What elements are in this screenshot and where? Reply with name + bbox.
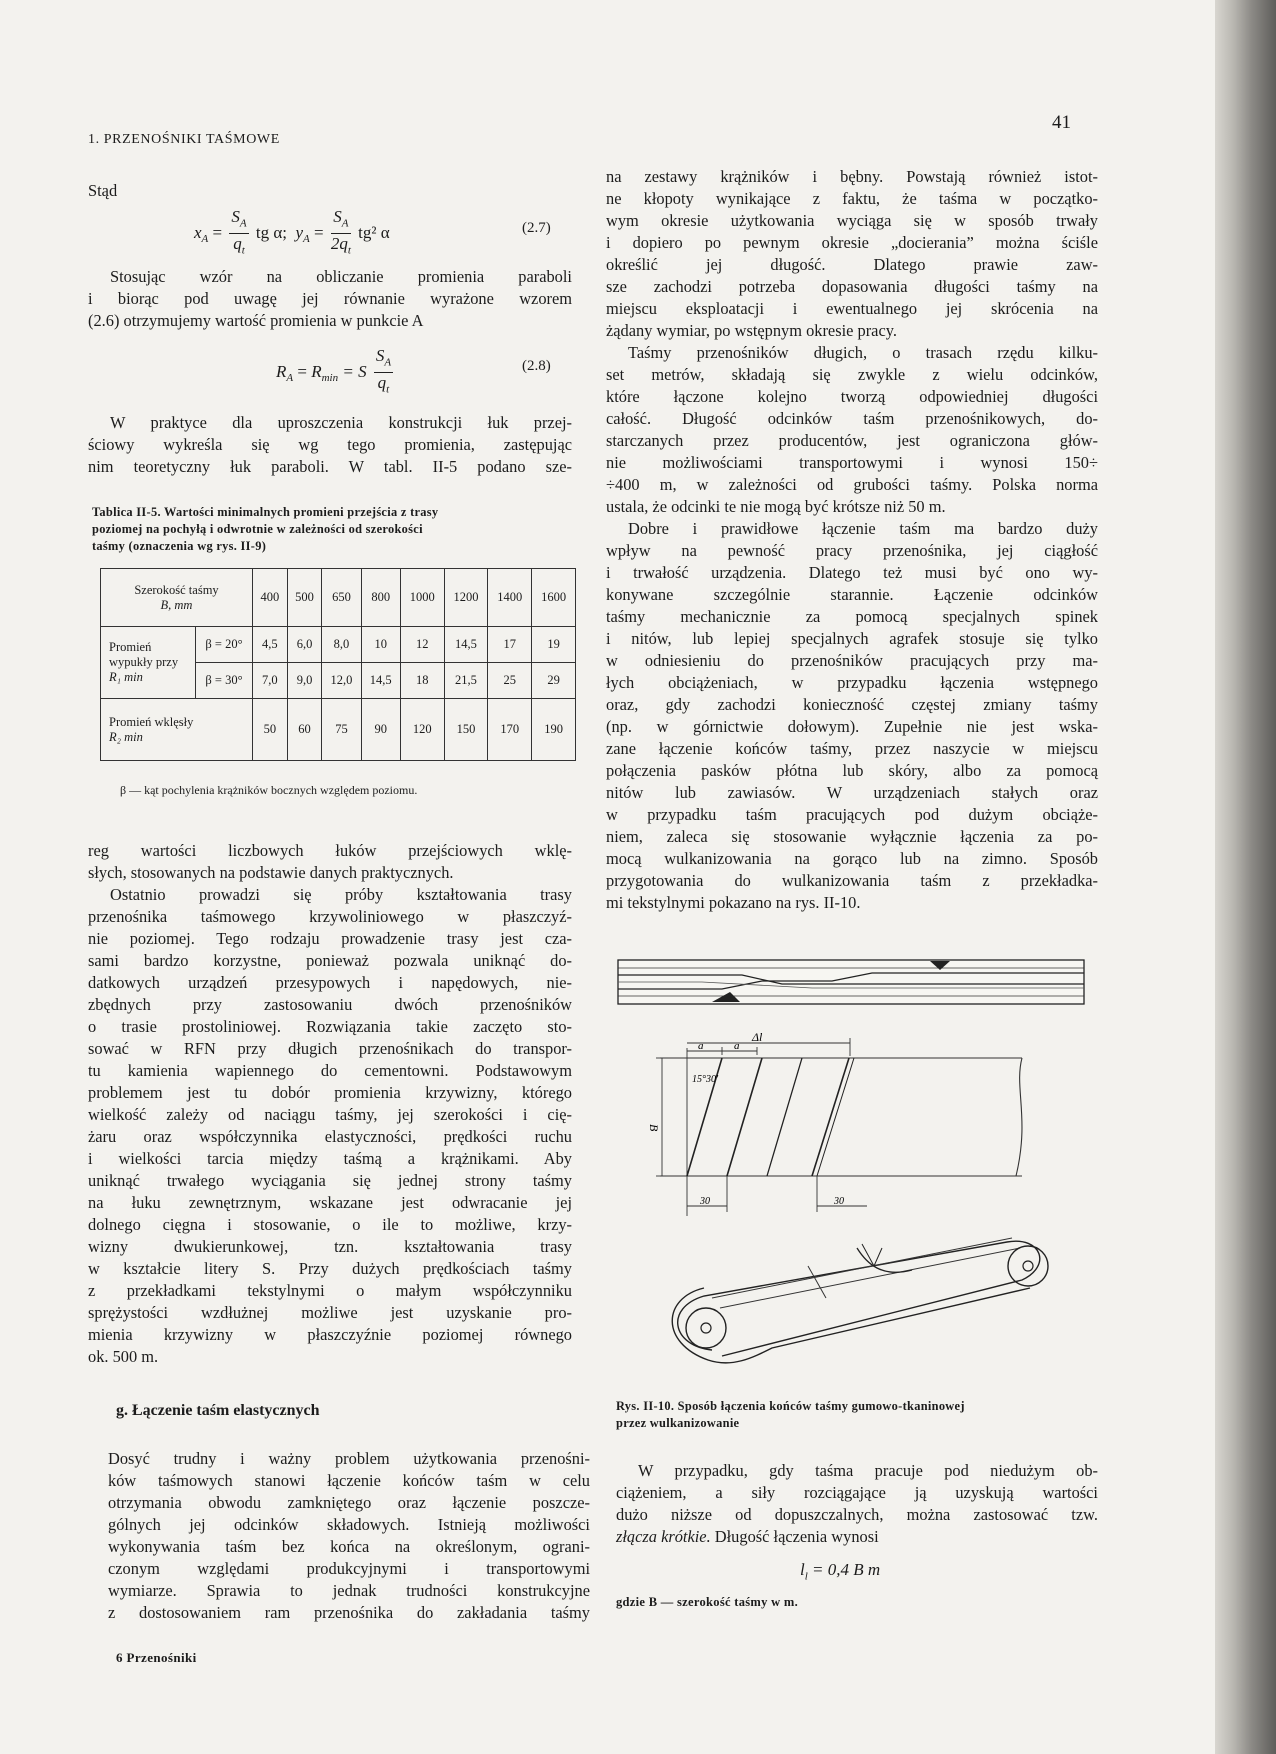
r3-line: taśmy mechanicznie za pomocą specjalnych spinek — [606, 607, 1098, 626]
eq27-xa-sub: A — [201, 233, 209, 246]
value-cell: 19 — [532, 627, 576, 663]
r3-line: łych obciążeniach, w przypadku łączenia wstępnego — [606, 673, 1098, 692]
convex-label-3: R₁ min — [109, 670, 143, 684]
stad-text: Stąd — [88, 181, 118, 200]
l4-line: nie poziomej. Tego rodzaju prowadzenie trasy jest cza- — [88, 929, 572, 948]
r3-line: oraz, gdy zachodzi konieczność częstej zmiany taśmy — [606, 695, 1098, 714]
l4-line: tu kamienia wapiennego do cementowni. Podstawowym — [88, 1061, 572, 1080]
concave-label-2: R₂ min — [109, 729, 143, 744]
table-row-concave — [101, 699, 576, 761]
pulley-left-hub — [701, 1323, 711, 1333]
value-cell: 17 — [488, 627, 532, 663]
value-cell: 4,5 — [253, 627, 288, 663]
eq27-number: (2.7) — [522, 220, 551, 236]
value-cell: 60 — [287, 699, 322, 761]
splice-length-equation — [800, 1560, 880, 1582]
convex-label-cell — [101, 627, 196, 699]
book-spine-shadow — [1215, 0, 1276, 1754]
r2-line: set metrów, składają się zwykle z wielu odcinków, — [606, 365, 1098, 384]
l4-line: wizny dwukierunkowej, tzn. kształtowania trasy — [88, 1237, 572, 1256]
table-caption-line: poziomej na pochyłą i odwrotnie w zależności od szerokości — [92, 522, 423, 536]
label-30-left: 30 — [700, 1196, 710, 1207]
page-number: 41 — [1052, 112, 1071, 133]
l4-line: ok. 500 m. — [88, 1347, 159, 1366]
r4-last-rest: Długość łączenia wynosi — [710, 1527, 879, 1546]
r2-line: całość. Długość odcinków taśm przenośnikowych, do- — [606, 409, 1098, 428]
paragraph-l2 — [88, 412, 572, 478]
l4-line: mienia krzywizny w płaszczyźnie poziomej równego — [88, 1325, 572, 1344]
eq28-sa-sub: A — [384, 356, 392, 369]
r3-line: zane łączenie końców taśmy, przez naszycie w miejscu — [606, 739, 1098, 758]
l2-line: ściowy wykreśla się wg tego promienia, zastępując — [88, 435, 572, 454]
r3-line: konywane szczególnie starannie. Łączenie odcinków — [606, 585, 1098, 604]
where-note: gdzie B — szerokość taśmy w m. — [616, 1595, 799, 1609]
pulley-left — [686, 1308, 726, 1348]
pulley-right — [1008, 1246, 1048, 1286]
l2-line: nim teoretyczny łuk paraboli. W tabl. II-5 podano sze- — [88, 457, 572, 476]
paragraph-l5 — [108, 1448, 590, 1624]
l4-line: żaru oraz współczynnika elastyczności, prędkości ruchu — [88, 1127, 572, 1146]
label-delta-l: Δl — [752, 1030, 763, 1044]
figure-caption-line: Rys. II-10. Sposób łączenia końców taśmy gumowo-tkaninowej — [616, 1399, 965, 1413]
label-b: B — [647, 1124, 661, 1132]
l4-line: przenośnika taśmowego krzywoliniowego w płaszczyź- — [88, 907, 572, 926]
l5-line: ków taśmowych stanowi łączenie końców taśm w celu — [108, 1471, 590, 1490]
pulley-right-hub — [1023, 1261, 1033, 1271]
eq-l-sub: l — [804, 1570, 808, 1583]
r2-line: ÷400 m, w zależności od grubości taśmy. Polska norma — [606, 475, 1098, 494]
value-cell: 9,0 — [287, 663, 322, 699]
l1-line: i biorąc pod uwagę jej równanie wyrażone wzorem — [88, 289, 572, 308]
eq27-frac1 — [229, 207, 248, 261]
l4-line: datkowych urządzeń przesypowych i napędowych, nie- — [88, 973, 572, 992]
r3-line: w odniesieniu do przenośników pracujących przy ma- — [606, 651, 1098, 670]
value-cell: 6,0 — [287, 627, 322, 663]
l5-line: wymiarze. Sprawia to jednak trudności konstrukcyjne — [108, 1581, 590, 1600]
eq27-ya: y — [295, 222, 304, 242]
eq27-frac2 — [331, 207, 351, 261]
r1-line: określić jej długość. Dlatego prawie zaw- — [606, 255, 1098, 274]
r3-line: przygotowania do wulkanizowania taśm z przekładka- — [606, 871, 1098, 890]
l5-line: gólnych jej odcinków składowych. Istnieją możliwości — [108, 1515, 590, 1534]
l1-line: Stosując wzór na obliczanie promienia paraboli — [110, 267, 572, 286]
paragraph-r4 — [616, 1460, 1098, 1548]
l3-line: reg wartości liczbowych łuków przejściowych wklę- — [88, 841, 572, 860]
value-cell: 190 — [532, 699, 576, 761]
r4-line: W przypadku, gdy taśma pracuje pod niedużym ob- — [638, 1461, 1098, 1480]
width-cell: 650 — [322, 569, 361, 627]
figure-caption-line: przez wulkanizowanie — [616, 1416, 740, 1430]
r4-line: dużo niższe od dopuszczalnych, można zastosować tzw. — [616, 1505, 1098, 1524]
l5-line: czonym względami produkcyjnymi i transportowymi — [108, 1559, 590, 1578]
label-angle: 15°30' — [692, 1074, 719, 1085]
eq27-xa: x — [194, 222, 202, 242]
stad-word — [88, 180, 572, 202]
concave-label-1: Promień wklęsły — [109, 714, 194, 729]
eq28-number: (2.8) — [522, 358, 551, 374]
value-cell: 50 — [253, 699, 288, 761]
beta-30-cell: β = 30° — [196, 663, 253, 699]
r3-line: niem, zaleca się stosowanie wyłącznie łączenia za po- — [606, 827, 1098, 846]
r1-line: na zestawy krążników i bębny. Powstają również istot- — [606, 167, 1098, 186]
width-cell: 1600 — [532, 569, 576, 627]
radius-table — [100, 568, 576, 761]
eq28-s: = S — [342, 361, 367, 381]
r3-line: mi tekstylnymi pokazano na rys. II-10. — [606, 893, 861, 912]
l4-line: problemem jest tu dobór promienia krzywizny, którego — [88, 1083, 572, 1102]
value-cell: 18 — [400, 663, 444, 699]
beta-20-cell: β = 20° — [196, 627, 253, 663]
r2-line: Taśmy przenośników długich, o trasach rzędu kilku- — [628, 343, 1098, 362]
table-note: β — kąt pochylenia krążników bocznych względem poziomu. — [120, 783, 418, 797]
header-label-1: Szerokość taśmy — [134, 582, 219, 597]
eq27-sa-sub: A — [239, 217, 247, 230]
value-cell: 21,5 — [444, 663, 488, 699]
r1-line: ne kłopoty wynikające z faktu, że taśma w początko- — [606, 189, 1098, 208]
l5-line: wykonywania taśm bez końca na określonym, ograni- — [108, 1537, 590, 1556]
table-caption — [92, 504, 576, 555]
eq27-sa2-sub: A — [341, 217, 349, 230]
header-label-cell — [101, 569, 253, 627]
table-header-row — [101, 569, 576, 627]
width-cell: 1400 — [488, 569, 532, 627]
r2-line: które łączone kolejno tworzą odpowiedniej długości — [606, 387, 1098, 406]
concave-label-cell — [101, 699, 253, 761]
l4-line: uniknąć trwałego wyciągania się jednej strony taśmy — [88, 1171, 572, 1190]
label-a-1: a — [698, 1040, 704, 1052]
eq28-rmin-sub: min — [321, 372, 339, 385]
figure-caption — [616, 1398, 1106, 1432]
conveyor-loop-drawing — [672, 1238, 1048, 1363]
l4-line: sami bardzo korzystne, ponieważ pozwala uniknąć do- — [88, 951, 572, 970]
l4-line: zbędnych przy zastosowaniu dwóch przenośników — [88, 995, 572, 1014]
r1-line: miejscu eksploatacji i ewentualnego jej skrócenia na — [606, 299, 1098, 318]
eq27-eq2: = — [314, 222, 324, 242]
r3-line: Dobre i prawidłowe łączenie taśm ma bardzo duży — [628, 519, 1098, 538]
convex-label-1: Promień — [109, 640, 152, 654]
paragraph-l3 — [88, 840, 572, 884]
r3-line: i trwałość urządzenia. Dlatego też musi być ono wy- — [606, 563, 1098, 582]
l4-line: sprężystości wzdłużnej możliwe jest uzyskanie pro- — [88, 1303, 572, 1322]
value-cell: 14,5 — [444, 627, 488, 663]
eq28-frac — [374, 346, 393, 400]
value-cell: 7,0 — [253, 663, 288, 699]
r1-line: żądany wymiar, po wstępnym okresie pracy. — [606, 321, 897, 340]
header-label-2: B, mm — [160, 597, 193, 612]
running-header: 1. PRZENOŚNIKI TAŚMOWE — [88, 132, 280, 147]
r1-line: i dopiero po pewnym okresie „docierania” można ściśle — [606, 233, 1098, 252]
paragraph-r1 — [606, 166, 1098, 914]
eq28-ra-sub: A — [286, 372, 294, 385]
eq27-tg: tg α; — [255, 222, 287, 242]
l1-line: (2.6) otrzymujemy wartość promienia w punkcie A — [88, 311, 424, 330]
paragraph-l1 — [88, 266, 572, 332]
value-cell: 8,0 — [322, 627, 361, 663]
l5-line: z dostosowaniem ram przenośnika do zakładania taśmy — [108, 1603, 590, 1622]
splice-plan-view — [647, 1030, 1022, 1216]
l4-line: dolnego cięgna i stosowanie, o ile to możliwe, krzy- — [88, 1215, 572, 1234]
eq-l: l — [800, 1560, 805, 1579]
value-cell: 75 — [322, 699, 361, 761]
value-cell: 120 — [400, 699, 444, 761]
width-cell: 1000 — [400, 569, 444, 627]
eq-rest: = 0,4 B m — [812, 1560, 881, 1579]
width-cell: 500 — [287, 569, 322, 627]
equation-2-8 — [276, 346, 396, 400]
footer-signature: 6 Przenośniki — [116, 1650, 197, 1665]
eq28-ra: R — [276, 361, 287, 381]
eq27-sa: S — [231, 207, 240, 226]
r2-line: nie możliwościami transportowymi i wynosi 150÷ — [606, 453, 1098, 472]
l4-line: w kształcie litery S. Przy dużych prędkościach taśmy — [88, 1259, 572, 1278]
value-cell: 25 — [488, 663, 532, 699]
eq28-rmin: R — [311, 361, 322, 381]
eq27-qt-sub: t — [241, 244, 245, 257]
r1-line: wym okresie użytkowania wyciąga się w sposób trwały — [606, 211, 1098, 230]
value-cell: 90 — [361, 699, 400, 761]
figure-vulcanization — [612, 948, 1092, 1388]
eq27-2qt: 2q — [330, 234, 348, 254]
l4-line: na łuku zewnętrznym, wskazane jest odwracanie jej — [88, 1193, 572, 1212]
r3-line: mocą wulkanizowania na gorąco lub na zimno. Sposób — [606, 849, 1098, 868]
r3-line: połączenia pasków płótna lub skóry, albo za pomocą — [606, 761, 1098, 780]
value-cell: 29 — [532, 663, 576, 699]
r2-line: ustala, że odcinki te nie mogą być krótsze niż 50 m. — [606, 497, 946, 516]
eq28-qt-sub: t — [386, 383, 390, 396]
belt-cross-section — [618, 960, 1084, 1004]
value-cell: 10 — [361, 627, 400, 663]
value-cell: 14,5 — [361, 663, 400, 699]
convex-label-2: wypukły przy — [109, 655, 179, 669]
eq27-sa2: S — [333, 207, 342, 226]
l4-line: wielkość zależy od naciągu taśmy, jej szerokości i cię- — [88, 1105, 572, 1124]
l4-line: z przekładkami tekstylnymi o małym współczynniku — [88, 1281, 572, 1300]
value-cell: 12,0 — [322, 663, 361, 699]
eq27-eq1: = — [212, 222, 223, 242]
l4-line: i wielkości tarcia między taśmą a krążnikami. Aby — [88, 1149, 572, 1168]
value-cell: 170 — [488, 699, 532, 761]
label-a-2: a — [734, 1040, 740, 1052]
l4-line: Ostatnio prowadzi się próby kształtowania trasy — [110, 885, 572, 904]
table-caption-line: taśmy (oznaczenia wg rys. II-9) — [92, 539, 267, 553]
r3-line: w przypadku taśm pracujących pod dużym obciąże- — [606, 805, 1098, 824]
width-cell: 1200 — [444, 569, 488, 627]
l2-line: W praktyce dla uproszczenia konstrukcji łuk przej- — [110, 413, 572, 432]
width-cell: 800 — [361, 569, 400, 627]
paragraph-l4 — [88, 884, 572, 1368]
l4-line: o trasie prostoliniowej. Rozwiązania takie zaczęto sto- — [88, 1017, 572, 1036]
r4-last-line — [616, 1526, 1098, 1548]
width-cell: 400 — [253, 569, 288, 627]
r1-line: sze zachodzi potrzeba dopasowania długości taśmy na — [606, 277, 1098, 296]
r3-line: wpływ na pewność pracy przenośnika, jej ciągłość — [606, 541, 1098, 560]
r3-line: i nitów, lub lepiej specjalnych agrafek stosuje się tylko — [606, 629, 1098, 648]
value-cell: 12 — [400, 627, 444, 663]
value-cell: 150 — [444, 699, 488, 761]
equation-2-7 — [194, 207, 390, 261]
eq28-qt: q — [377, 373, 387, 393]
r4-line: ciążeniem, a siły rozciągające ją uzyskują wartości — [616, 1483, 1098, 1502]
table-caption-line: Tablica II-5. Wartości minimalnych promieni przejścia z trasy — [92, 505, 439, 519]
term-zlacza-krotkie: złącza krótkie. — [616, 1527, 711, 1546]
table-row-beta20 — [101, 627, 576, 663]
eq27-tg2: tg² α — [358, 222, 390, 242]
section-heading: g. Łączenie taśm elastycznych — [116, 1402, 320, 1419]
label-30-right: 30 — [834, 1196, 844, 1207]
eq28-eq: = — [297, 361, 307, 381]
eq27-2qt-sub: t — [347, 244, 351, 257]
r3-line: (np. w górnictwie dołowym). Zupełnie nie jest wska- — [606, 717, 1098, 736]
r2-line: starczanych przez producentów, jest ograniczona głów- — [606, 431, 1098, 450]
eq27-ya-sub: A — [303, 233, 310, 246]
l3-line: słych, stosowanych na podstawie danych praktycznych. — [88, 863, 454, 882]
l4-line: sować w RFN przy długich przenośnikach do transpor- — [88, 1039, 572, 1058]
eq28-sa: S — [375, 346, 385, 365]
eq27-qt: q — [233, 234, 242, 254]
l5-line: Dosyć trudny i ważny problem użytkowania przenośni- — [108, 1449, 590, 1468]
l5-line: otrzymania obwodu zamkniętego oraz łączenie poszcze- — [108, 1493, 590, 1512]
r3-line: nitów lub zawiasów. W urządzeniach stałych oraz — [606, 783, 1098, 802]
